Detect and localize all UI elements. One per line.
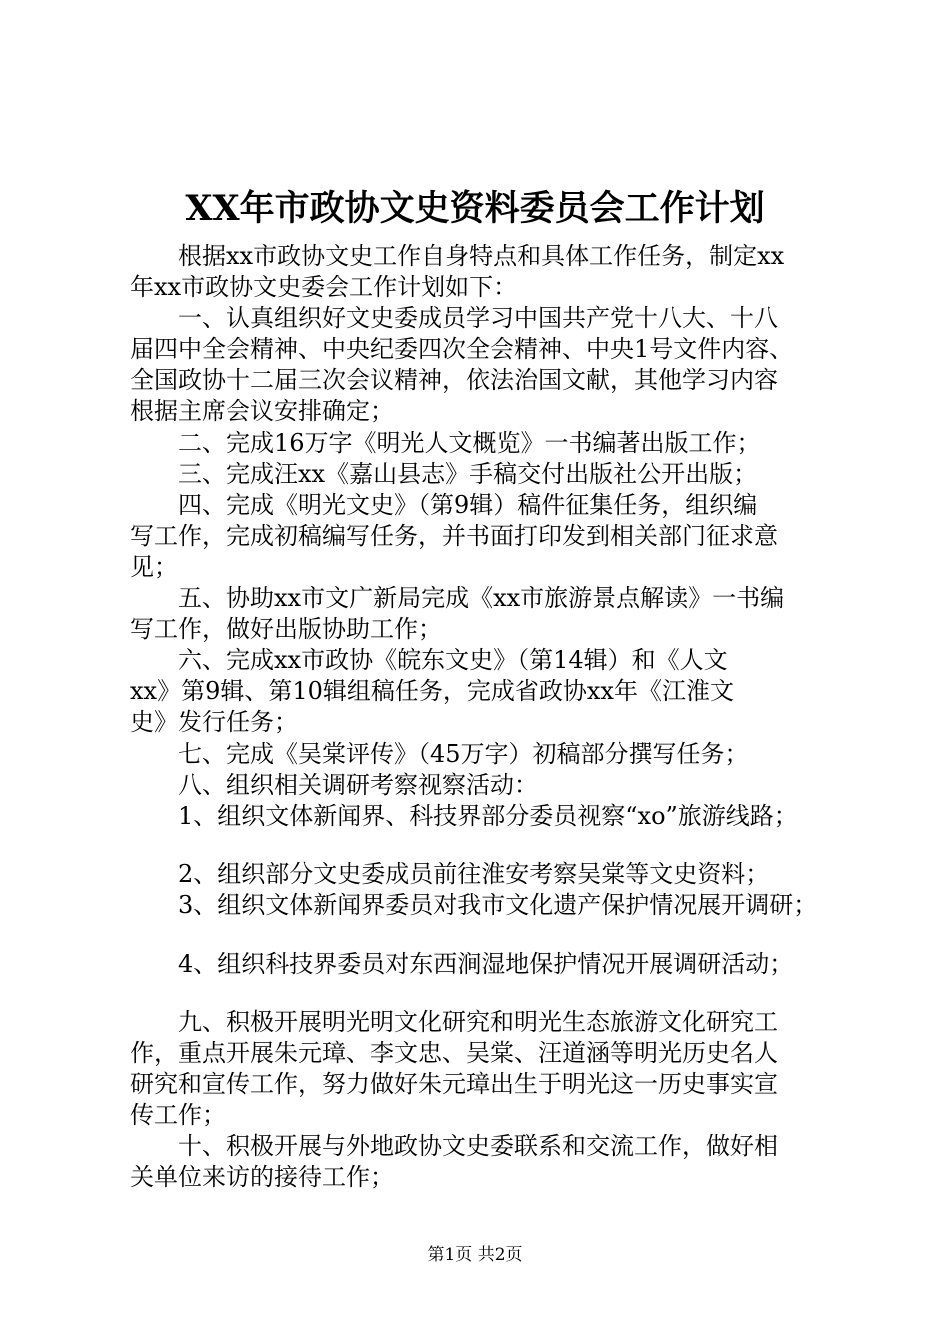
- document-title: XX年市政协文史资料委员会工作计划: [185, 188, 765, 229]
- paragraph-line: 史》发行任务；: [130, 708, 298, 736]
- paragraph-line: 九、积极开展明光明文化研究和明光生态旅游文化研究工: [130, 1008, 778, 1036]
- paragraph-line: 4、组织科技界委员对东西涧湿地保护情况开展调研活动；: [130, 950, 794, 978]
- paragraph-line: 一、认真组织好文史委成员学习中国共产党十八大、十八: [130, 304, 778, 332]
- paragraph-line: 五、协助xx市文广新局完成《xx市旅游景点解读》一书编: [130, 584, 785, 612]
- paragraph-line: 关单位来访的接待工作；: [130, 1163, 394, 1191]
- paragraph-line: 作，重点开展朱元璋、李文忠、吴棠、汪道涵等明光历史名人: [130, 1039, 778, 1067]
- paragraph-line: 根据xx市政协文史工作自身特点和具体工作任务，制定xx: [130, 242, 785, 270]
- paragraph-line: 传工作；: [130, 1101, 226, 1129]
- paragraph-line: xx》第9辑、第10辑组稿任务，完成省政协xx年《江淮文: [130, 677, 734, 705]
- paragraph-line: 年xx市政协文史委会工作计划如下：: [130, 273, 518, 301]
- paragraph-line: 1、组织文体新闻界、科技界部分委员视察“xo”旅游线路；: [130, 802, 798, 830]
- paragraph-line: 八、组织相关调研考察视察活动：: [130, 771, 538, 799]
- paragraph-line: 全国政协十二届三次会议精神，依法治国文献，其他学习内容: [130, 366, 778, 394]
- page-footer: 第1页 共2页: [427, 1245, 523, 1265]
- paragraph-line: 十、积极开展与外地政协文史委联系和交流工作，做好相: [130, 1132, 778, 1160]
- paragraph-line: 3、组织文体新闻界委员对我市文化遗产保护情况展开调研；: [130, 891, 818, 919]
- paragraph-line: 根据主席会议安排确定；: [130, 397, 394, 425]
- paragraph-line: 届四中全会精神、中央纪委四次全会精神、中央1号文件内容、: [130, 335, 794, 363]
- paragraph-line: 见；: [130, 553, 178, 581]
- paragraph-line: 六、完成xx市政协《皖东文史》（第14辑）和《人文: [130, 646, 728, 674]
- paragraph-line: 写工作，完成初稿编写任务，并书面打印发到相关部门征求意: [130, 522, 778, 550]
- paragraph-line: 研究和宣传工作，努力做好朱元璋出生于明光这一历史事实宣: [130, 1070, 778, 1098]
- paragraph-line: 三、完成汪xx《嘉山县志》手稿交付出版社公开出版；: [130, 460, 758, 488]
- paragraph-line: 四、完成《明光文史》（第9辑）稿件征集任务，组织编: [130, 491, 758, 519]
- paragraph-line: 二、完成16万字《明光人文概览》一书编著出版工作；: [130, 429, 761, 457]
- paragraph-line: 写工作，做好出版协助工作；: [130, 615, 442, 643]
- paragraph-line: 七、完成《吴棠评传》（45万字）初稿部分撰写任务；: [130, 740, 749, 768]
- paragraph-line: 2、组织部分文史委成员前往淮安考察吴棠等文史资料；: [130, 860, 770, 888]
